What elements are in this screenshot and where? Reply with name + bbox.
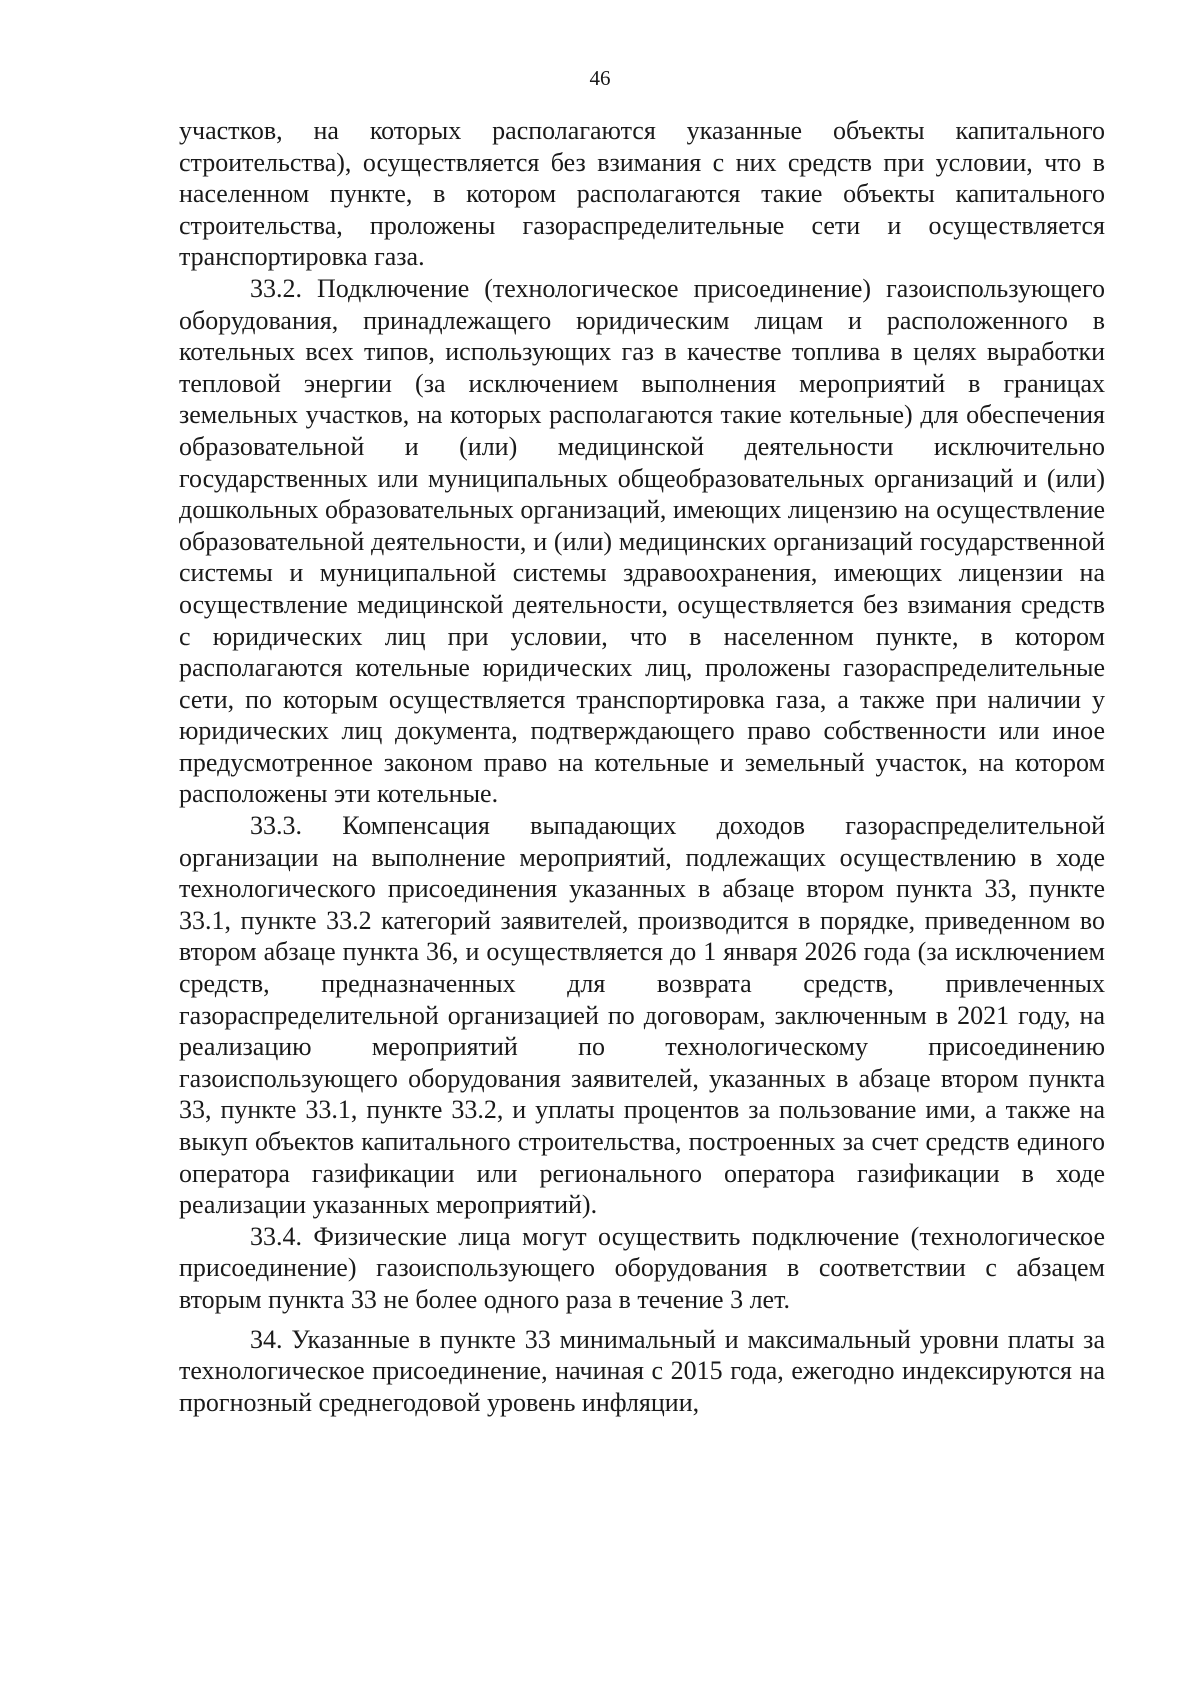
paragraph-33-2: 33.2. Подключение (технологическое присоединение) газоиспользующего оборудования, принадлежащего юридическим лицам и расположенного в котельных всех типов, использующих газ в качестве топлива в целях выработки тепловой энергии (за исключением выполнения мероприятий в границах земельных участков, на которых располагаются такие котельные) для обеспечения образовательной и (или) медицинской деятельности исключительно государственных или муниципальных общеобразовательных организаций и (или) дошкольных образовательных организаций, имеющих лицензию на осуществление образовательной деятельности, и (или) медицинских организаций государственной системы и муниципальной системы здравоохранения, имеющих лицензии на осуществление медицинской деятельности, осуществляется без взимания средств с юридических лиц при условии, что в населенном пункте, в котором располагаются котельные юридических лиц, проложены газораспределительные сети, по которым осуществляется транспортировка газа, а также при наличии у юридических лиц документа, подтверждающего право собственности или иное предусмотренное законом право на котельные и земельный участок, на котором расположены эти котельные.: [179, 273, 1105, 809]
paragraph-34: 34. Указанные в пункте 33 минимальный и максимальный уровни платы за технологическое присоединение, начиная с 2015 года, ежегодно индексируются на прогнозный среднегодовой уровень инфляции,: [179, 1324, 1105, 1417]
paragraph-33-3: 33.3. Компенсация выпадающих доходов газораспределительной организации на выполнение мероприятий, подлежащих осуществлению в ходе технологического присоединения указанных в абзаце втором пункта 33, пункте 33.1, пункте 33.2 категорий заявителей, производится в порядке, приведенном во втором абзаце пункта 36, и осуществляется до 1 января 2026 года (за исключением средств, предназначенных для возврата средств, привлеченных газораспределительной организацией по договорам, заключенным в 2021 году, на реализацию мероприятий по технологическому присоединению газоиспользующего оборудования заявителей, указанных в абзаце втором пункта 33, пункте 33.1, пункте 33.2, и уплаты процентов за пользование ими, а также на выкуп объектов капитального строительства, построенных за счет средств единого оператора газификации или регионального оператора газификации в ходе реализации указанных мероприятий).: [179, 811, 1105, 1220]
page-number: 46: [589, 66, 611, 90]
document-body: [179, 115, 1105, 1418]
paragraph-33-4: 33.4. Физические лица могут осуществить подключение (технологическое присоединение) газоиспользующего оборудования в соответствии с абзацем вторым пункта 33 не более одного раза в течение 3 лет.: [179, 1221, 1105, 1314]
paragraph-continuation: участков, на которых располагаются указанные объекты капитального строительства), осуществляется без взимания с них средств при условии, что в населенном пункте, в котором располагаются такие объекты капитального строительства, проложены газораспределительные сети и осуществляется транспортировка газа.: [179, 116, 1105, 272]
